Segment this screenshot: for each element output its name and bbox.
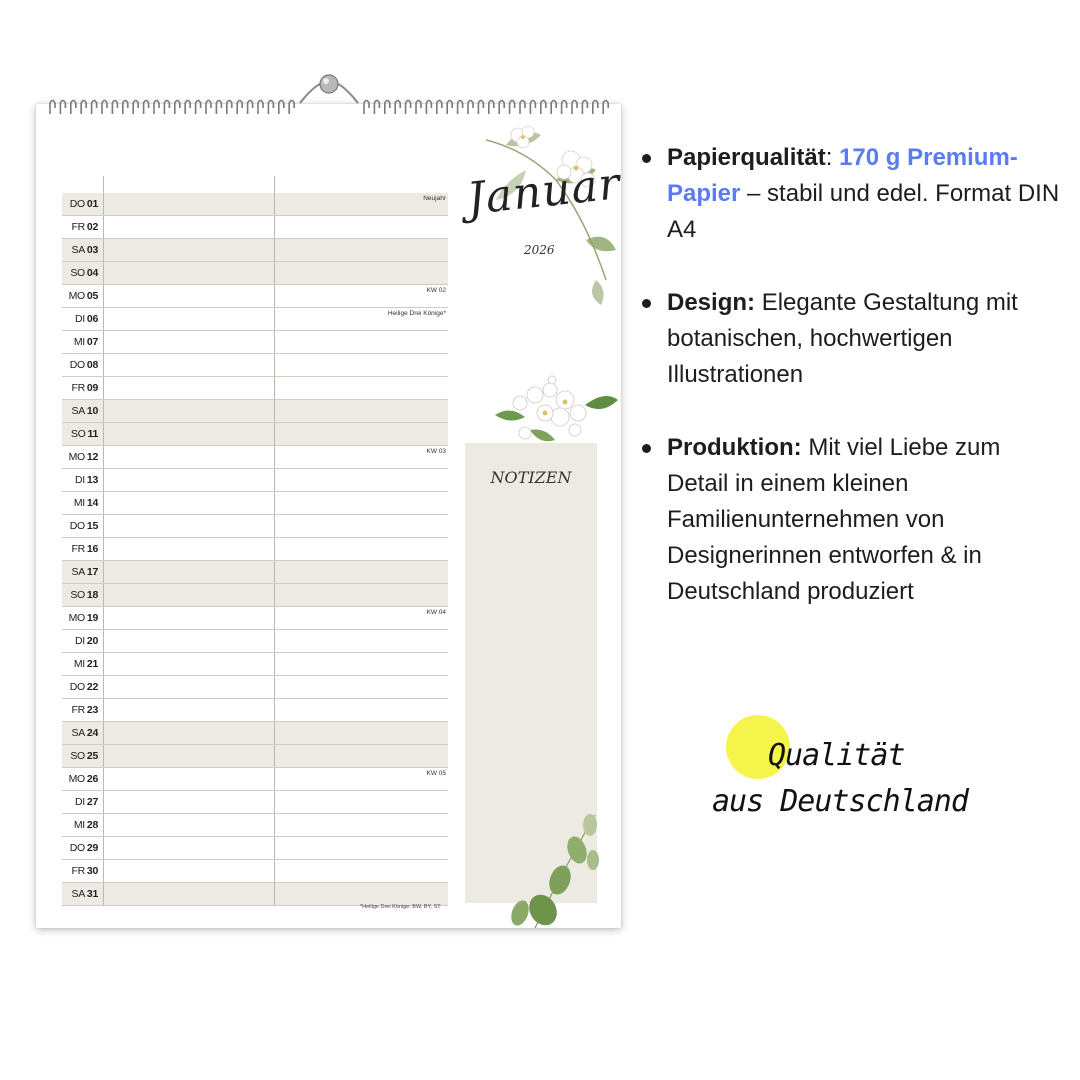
day-number: 23 xyxy=(86,704,98,716)
spiral-ring xyxy=(406,101,411,115)
spiral-ring xyxy=(154,101,159,115)
day-row xyxy=(62,768,448,791)
day-note: Neujahr xyxy=(423,195,446,202)
spiral-ring xyxy=(395,101,400,115)
column-divider xyxy=(274,400,275,422)
day-label xyxy=(62,796,102,808)
day-label xyxy=(62,313,102,325)
day-row xyxy=(62,239,448,262)
day-label xyxy=(62,704,102,716)
column-divider xyxy=(103,630,104,652)
day-note: KW 03 xyxy=(426,448,446,455)
day-row xyxy=(62,331,448,354)
column-divider xyxy=(103,561,104,583)
feature-text: Elegante Gestaltung mit botanischen, hochwertigen Illustrationen xyxy=(667,289,1018,388)
day-row xyxy=(62,722,448,745)
day-number: 15 xyxy=(86,520,98,532)
column-divider xyxy=(103,584,104,606)
column-divider xyxy=(274,699,275,721)
spiral-ring xyxy=(385,101,390,115)
day-row xyxy=(62,653,448,676)
weekday-abbr: SO xyxy=(70,267,85,279)
weekday-abbr: DO xyxy=(69,842,85,854)
day-number: 14 xyxy=(86,497,98,509)
spiral-ring xyxy=(268,101,273,115)
spiral-ring xyxy=(175,101,180,115)
day-row xyxy=(62,630,448,653)
day-row xyxy=(62,492,448,515)
day-label xyxy=(62,221,102,233)
column-divider xyxy=(274,285,275,307)
column-divider xyxy=(274,262,275,284)
column-divider xyxy=(103,446,104,468)
spiral-ring xyxy=(510,101,515,115)
day-number: 26 xyxy=(86,773,98,785)
column-divider xyxy=(274,354,275,376)
feature-label: Produktion: xyxy=(667,434,802,461)
day-row xyxy=(62,676,448,699)
floral-middle-illustration xyxy=(490,375,620,450)
day-label xyxy=(62,681,102,693)
day-number: 29 xyxy=(86,842,98,854)
spiral-ring xyxy=(582,101,587,115)
feature-list xyxy=(640,140,1060,647)
column-divider xyxy=(274,469,275,491)
feature-separator xyxy=(755,289,762,316)
day-label xyxy=(62,428,102,440)
day-row xyxy=(62,515,448,538)
column-divider xyxy=(103,354,104,376)
spiral-ring xyxy=(289,101,294,115)
weekday-abbr: SA xyxy=(71,405,85,417)
weekday-abbr: DO xyxy=(69,520,85,532)
spiral-ring xyxy=(458,101,463,115)
column-divider xyxy=(274,768,275,790)
day-number: 05 xyxy=(86,290,98,302)
weekday-abbr: SA xyxy=(71,244,85,256)
spiral-ring xyxy=(92,101,97,115)
day-label xyxy=(62,405,102,417)
column-divider xyxy=(274,722,275,744)
column-divider xyxy=(103,400,104,422)
feature-item xyxy=(640,140,1060,248)
day-row xyxy=(62,837,448,860)
day-number: 18 xyxy=(86,589,98,601)
day-label xyxy=(62,290,102,302)
badge-origin-text: aus Deutschland xyxy=(712,784,968,819)
column-divider xyxy=(103,814,104,836)
day-label xyxy=(62,589,102,601)
day-label xyxy=(62,612,102,624)
weekday-abbr: MI xyxy=(73,336,85,348)
weekday-abbr: FR xyxy=(71,543,85,555)
column-divider xyxy=(274,216,275,238)
day-row xyxy=(62,860,448,883)
column-divider xyxy=(103,469,104,491)
day-label xyxy=(62,727,102,739)
weekday-abbr: MI xyxy=(73,658,85,670)
day-note: KW 05 xyxy=(426,770,446,777)
spiral-ring xyxy=(499,101,504,115)
spiral-ring xyxy=(60,101,65,115)
column-divider xyxy=(103,331,104,353)
spiral-ring xyxy=(71,101,76,115)
spiral-ring xyxy=(144,101,149,115)
spiral-ring xyxy=(196,101,201,115)
feature-item xyxy=(640,285,1060,393)
column-divider xyxy=(103,377,104,399)
day-number: 21 xyxy=(86,658,98,670)
day-label xyxy=(62,359,102,371)
spiral-ring xyxy=(227,101,232,115)
column-divider xyxy=(103,285,104,307)
column-divider xyxy=(103,538,104,560)
spiral-ring xyxy=(603,101,608,115)
day-row xyxy=(62,561,448,584)
spiral-binding xyxy=(36,96,621,122)
column-divider xyxy=(103,515,104,537)
column-divider xyxy=(103,653,104,675)
weekday-abbr: MO xyxy=(68,451,85,463)
day-row xyxy=(62,216,448,239)
day-label xyxy=(62,474,102,486)
column-divider xyxy=(103,216,104,238)
day-number: 12 xyxy=(86,451,98,463)
column-divider xyxy=(103,607,104,629)
column-divider xyxy=(274,515,275,537)
day-number: 20 xyxy=(86,635,98,647)
weekday-abbr: DO xyxy=(69,198,85,210)
month-year: 2026 xyxy=(524,243,555,257)
weekday-abbr: MI xyxy=(73,497,85,509)
weekday-abbr: DI xyxy=(75,796,85,808)
day-label xyxy=(62,888,102,900)
spiral-ring xyxy=(374,101,379,115)
spiral-ring xyxy=(164,101,169,115)
spiral-ring xyxy=(237,101,242,115)
weekday-abbr: SO xyxy=(70,750,85,762)
spiral-ring xyxy=(562,101,567,115)
spiral-ring xyxy=(551,101,556,115)
spiral-ring xyxy=(123,101,128,115)
day-row xyxy=(62,400,448,423)
day-number: 19 xyxy=(86,612,98,624)
column-divider xyxy=(274,607,275,629)
day-row xyxy=(62,883,448,906)
column-divider xyxy=(274,446,275,468)
day-row xyxy=(62,791,448,814)
day-number: 25 xyxy=(86,750,98,762)
day-label xyxy=(62,382,102,394)
day-number: 07 xyxy=(86,336,98,348)
column-divider xyxy=(274,814,275,836)
spiral-ring xyxy=(426,101,431,115)
column-divider xyxy=(103,837,104,859)
weekday-abbr: SO xyxy=(70,589,85,601)
grid-header-lines xyxy=(62,176,448,194)
column-divider xyxy=(103,676,104,698)
day-number: 30 xyxy=(86,865,98,877)
day-row xyxy=(62,745,448,768)
day-number: 02 xyxy=(86,221,98,233)
day-row xyxy=(62,377,448,400)
column-divider xyxy=(274,538,275,560)
day-number: 10 xyxy=(86,405,98,417)
eucalyptus-bottom-illustration xyxy=(505,805,605,928)
day-label xyxy=(62,520,102,532)
spiral-ring xyxy=(185,101,190,115)
weekday-abbr: SA xyxy=(71,888,85,900)
column-divider xyxy=(103,239,104,261)
weekday-abbr: MO xyxy=(68,773,85,785)
day-label xyxy=(62,336,102,348)
weekday-abbr: MO xyxy=(68,612,85,624)
badge-quality-text: Qualität xyxy=(768,738,905,773)
column-divider xyxy=(274,331,275,353)
day-row xyxy=(62,308,448,331)
spiral-ring xyxy=(541,101,546,115)
day-number: 11 xyxy=(87,428,98,440)
day-note: Heilige Drei Könige* xyxy=(387,310,446,317)
spiral-ring xyxy=(478,101,483,115)
day-label xyxy=(62,267,102,279)
spiral-ring xyxy=(447,101,452,115)
spiral-ring xyxy=(468,101,473,115)
column-divider xyxy=(274,837,275,859)
day-note: KW 04 xyxy=(426,609,446,616)
weekday-abbr: FR xyxy=(71,704,85,716)
day-label xyxy=(62,773,102,785)
day-label xyxy=(62,198,102,210)
column-divider xyxy=(274,653,275,675)
day-row xyxy=(62,814,448,837)
day-row xyxy=(62,469,448,492)
spiral-ring xyxy=(81,101,86,115)
column-divider xyxy=(103,423,104,445)
spiral-ring xyxy=(530,101,535,115)
day-number: 16 xyxy=(86,543,98,555)
column-divider xyxy=(274,492,275,514)
column-divider xyxy=(274,791,275,813)
column-divider xyxy=(274,561,275,583)
day-number: 04 xyxy=(86,267,98,279)
notes-label: NOTIZEN xyxy=(490,468,572,487)
day-number: 08 xyxy=(86,359,98,371)
spiral-ring xyxy=(102,101,107,115)
column-divider xyxy=(274,676,275,698)
day-row xyxy=(62,584,448,607)
day-number: 24 xyxy=(86,727,98,739)
spiral-ring xyxy=(489,101,494,115)
spiral-ring xyxy=(572,101,577,115)
day-row xyxy=(62,354,448,377)
column-divider xyxy=(274,860,275,882)
spiral-ring xyxy=(364,101,369,115)
column-divider xyxy=(103,699,104,721)
spiral-ring xyxy=(520,101,525,115)
feature-item xyxy=(640,430,1060,610)
day-number: 13 xyxy=(86,474,98,486)
column-divider xyxy=(103,492,104,514)
spiral-ring xyxy=(112,101,117,115)
spiral-ring xyxy=(416,101,421,115)
weekday-abbr: DO xyxy=(69,359,85,371)
day-label xyxy=(62,842,102,854)
day-row xyxy=(62,285,448,308)
column-divider xyxy=(274,423,275,445)
spiral-ring xyxy=(279,101,284,115)
feature-text: – stabil und edel. Format DIN A4 xyxy=(667,180,1060,243)
day-label xyxy=(62,819,102,831)
column-divider xyxy=(103,308,104,330)
weekday-abbr: FR xyxy=(71,221,85,233)
column-divider xyxy=(103,791,104,813)
column-divider xyxy=(103,860,104,882)
weekday-abbr: DO xyxy=(69,681,85,693)
feature-label: Design: xyxy=(667,289,756,316)
column-divider xyxy=(274,745,275,767)
spiral-ring xyxy=(248,101,253,115)
column-divider xyxy=(103,883,104,905)
column-divider xyxy=(103,193,104,215)
day-label xyxy=(62,658,102,670)
day-row xyxy=(62,446,448,469)
column-divider xyxy=(274,584,275,606)
day-number: 03 xyxy=(86,244,98,256)
day-label xyxy=(62,451,102,463)
column-divider xyxy=(103,768,104,790)
feature-label: Papierqualität xyxy=(667,144,826,171)
day-number: 28 xyxy=(86,819,98,831)
column-divider xyxy=(274,193,275,215)
spiral-ring xyxy=(206,101,211,115)
column-divider xyxy=(274,630,275,652)
column-divider xyxy=(274,308,275,330)
column-divider xyxy=(274,239,275,261)
day-note: KW 02 xyxy=(426,287,446,294)
day-label xyxy=(62,635,102,647)
spiral-ring xyxy=(50,101,55,115)
day-label xyxy=(62,750,102,762)
feature-highlight: 170 g Premium-Papier xyxy=(667,144,1018,207)
spiral-ring xyxy=(133,101,138,115)
day-number: 31 xyxy=(86,888,98,900)
weekday-abbr: DI xyxy=(75,474,85,486)
day-number: 22 xyxy=(86,681,98,693)
day-row xyxy=(62,423,448,446)
column-divider xyxy=(274,883,275,905)
column-divider xyxy=(103,722,104,744)
day-label xyxy=(62,497,102,509)
day-label xyxy=(62,543,102,555)
day-row xyxy=(62,699,448,722)
day-number: 09 xyxy=(86,382,98,394)
day-number: 06 xyxy=(86,313,98,325)
day-row xyxy=(62,262,448,285)
day-label xyxy=(62,244,102,256)
spiral-ring xyxy=(437,101,442,115)
weekday-abbr: MI xyxy=(73,819,85,831)
holiday-footnote: *Heilige Drei Könige: BW, BY, ST xyxy=(360,904,441,910)
weekday-abbr: MO xyxy=(68,290,85,302)
weekday-abbr: SA xyxy=(71,566,85,578)
day-number: 01 xyxy=(86,198,98,210)
column-divider xyxy=(103,745,104,767)
feature-text: Mit viel Liebe zum Detail in einem kleinen Familienunternehmen von Designerinnen entworfen & in Deutschland produziert xyxy=(667,434,1001,605)
weekday-abbr: FR xyxy=(71,865,85,877)
column-divider xyxy=(103,262,104,284)
month-title: Januar xyxy=(464,158,623,225)
day-row xyxy=(62,193,448,216)
day-number: 17 xyxy=(86,566,98,578)
day-row xyxy=(62,538,448,561)
feature-separator: : xyxy=(825,144,840,171)
weekday-abbr: DI xyxy=(75,313,85,325)
spiral-ring xyxy=(258,101,263,115)
day-label xyxy=(62,566,102,578)
day-label xyxy=(62,865,102,877)
calendar-grid xyxy=(62,193,448,906)
column-divider xyxy=(274,377,275,399)
day-row xyxy=(62,607,448,630)
day-number: 27 xyxy=(86,796,98,808)
spiral-ring xyxy=(216,101,221,115)
weekday-abbr: FR xyxy=(71,382,85,394)
spiral-ring xyxy=(593,101,598,115)
weekday-abbr: SO xyxy=(70,428,86,440)
weekday-abbr: DI xyxy=(75,635,85,647)
weekday-abbr: SA xyxy=(71,727,85,739)
